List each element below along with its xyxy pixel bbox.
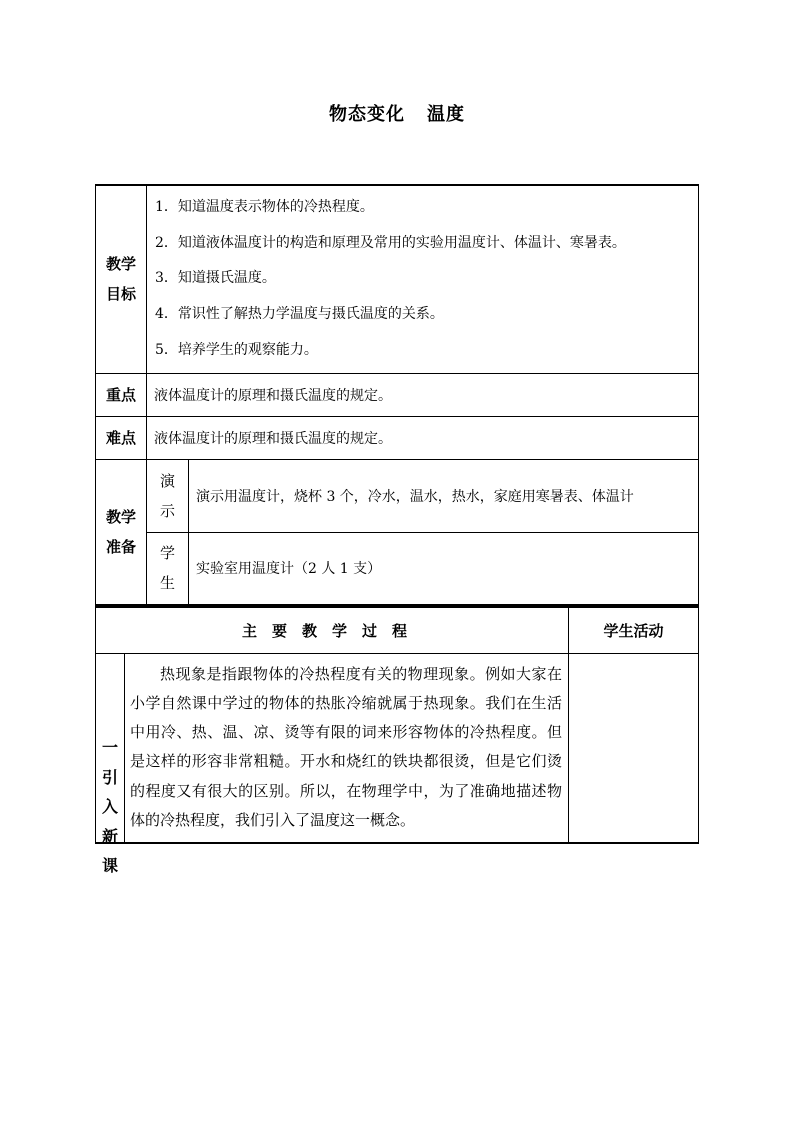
key-point-text: 液体温度计的原理和摄氏温度的规定。 (147, 373, 699, 416)
goal-item: 2．知道液体温度计的构造和原理及常用的实验用温度计、体温计、寒暑表。 (155, 234, 626, 251)
goal-item: 5．培养学生的观察能力。 (155, 341, 318, 358)
demo-text: 演示用温度计，烧杯 3 个，冷水，温水，热水，家庭用寒暑表、体温计 (189, 459, 699, 532)
goals-list (147, 185, 699, 373)
title-part-1: 物态变化 (329, 104, 405, 125)
goal-item: 4．常识性了解热力学温度与摄氏温度的关系。 (155, 306, 444, 323)
goals-label (96, 185, 147, 373)
section-text (125, 653, 569, 843)
demo-label (147, 459, 189, 532)
difficulty-label: 难点 (96, 416, 147, 459)
title-part-2: 温度 (427, 104, 465, 125)
student-activity-header: 学生活动 (569, 607, 699, 653)
difficulty-text: 液体温度计的原理和摄氏温度的规定。 (147, 416, 699, 459)
main-process-header: 主要教学过程 (96, 607, 569, 653)
section-label (96, 653, 125, 875)
page-title (0, 100, 794, 126)
goals-label-text: 教学目标 (105, 255, 136, 304)
goal-item: 3．知道摄氏温度。 (155, 270, 276, 287)
demo-label-text: 演示 (159, 471, 175, 520)
student-label-text: 学生 (159, 544, 175, 593)
student-label (147, 532, 189, 605)
section-paragraph: 热现象是指跟物体的冷热程度有关的物理现象。例如大家在小学自然课中学过的物体的热胀冷缩就属于热现象。我们在生活中用冷、热、温、凉、烫等有限的词来形容物体的冷热程度。但是这样的形容非常粗糙。开水和烧红的铁块都很烫，但是它们烫的程度又有很大的区别。所以，在物理学中，为了准确地描述物体的冷热程度，我们引入了温度这一概念。 (130, 664, 563, 829)
key-point-label: 重点 (96, 373, 147, 416)
prep-label (96, 459, 147, 605)
goal-item: 1．知道温度表示物体的冷热程度。 (155, 199, 374, 216)
section-label-text: 一引入新课 (101, 738, 118, 875)
student-activity-cell (569, 653, 699, 843)
student-text: 实验室用温度计（2 人 1 支） (189, 532, 699, 605)
process-table (95, 606, 699, 875)
objectives-table (95, 184, 699, 606)
prep-label-text: 教学准备 (105, 507, 136, 556)
